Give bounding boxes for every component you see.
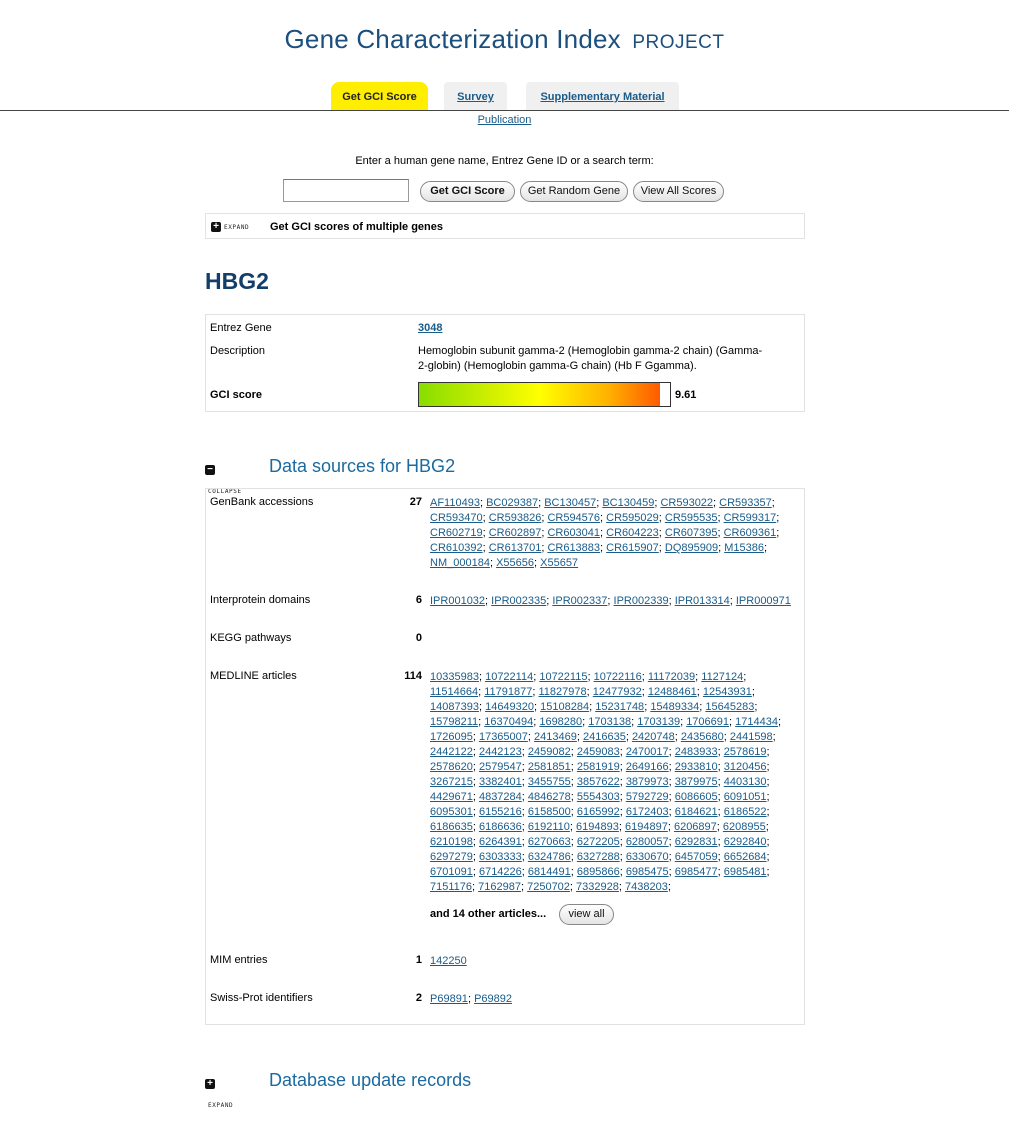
data-source-link[interactable]: IPR002339 bbox=[613, 595, 669, 607]
data-source-link[interactable]: 2649166 bbox=[625, 761, 669, 773]
data-source-link[interactable]: 12488461 bbox=[647, 686, 697, 698]
data-source-link[interactable]: CR615907 bbox=[606, 542, 659, 554]
data-source-count: 6 bbox=[415, 594, 422, 606]
data-source-link[interactable]: BC130457 bbox=[544, 497, 597, 509]
data-source-label: Interprotein domains bbox=[210, 594, 311, 606]
data-source-link[interactable]: M15386 bbox=[724, 542, 764, 554]
data-source-link[interactable]: 14087393 bbox=[430, 701, 479, 713]
data-source-link[interactable]: 15231748 bbox=[595, 701, 645, 713]
multi-gene-panel bbox=[205, 213, 805, 239]
data-source-link[interactable]: 2579547 bbox=[478, 761, 522, 773]
data-source-link[interactable]: CR593022 bbox=[660, 497, 714, 509]
tab-supplementary-material[interactable]: Supplementary Material bbox=[526, 82, 679, 111]
data-source-link[interactable]: P69891 bbox=[430, 993, 468, 1005]
data-source-link[interactable]: 6091051 bbox=[723, 791, 767, 803]
data-source-link[interactable]: 6324786 bbox=[527, 851, 571, 863]
data-source-link[interactable]: X55656 bbox=[496, 557, 534, 569]
description-label: Description bbox=[210, 345, 266, 357]
data-source-link[interactable]: 6186636 bbox=[478, 821, 522, 833]
data-source-count: 0 bbox=[415, 632, 422, 644]
data-source-link[interactable]: 2442123 bbox=[478, 746, 522, 758]
expand-icon: + bbox=[205, 1079, 215, 1089]
data-source-link[interactable]: 3267215 bbox=[430, 776, 473, 788]
data-source-link[interactable]: CR593470 bbox=[430, 512, 483, 524]
data-source-link[interactable]: CR599317 bbox=[723, 512, 777, 524]
data-source-label: MIM entries bbox=[210, 954, 268, 966]
data-source-link[interactable]: 6086605 bbox=[674, 791, 718, 803]
data-source-link[interactable]: 2581851 bbox=[527, 761, 571, 773]
data-source-link[interactable]: CR593826 bbox=[488, 512, 542, 524]
data-source-link[interactable]: 12543931 bbox=[702, 686, 752, 698]
data-source-link[interactable]: 2581919 bbox=[576, 761, 620, 773]
data-source-link[interactable]: 2442122 bbox=[430, 746, 473, 758]
data-source-link[interactable]: 15645283 bbox=[705, 701, 755, 713]
gene-symbol: HBG2 bbox=[205, 268, 269, 294]
data-source-link[interactable]: 7162987 bbox=[478, 881, 521, 893]
data-source-link[interactable]: 2416635 bbox=[582, 731, 626, 743]
site-project-label: PROJECT bbox=[632, 32, 725, 53]
data-source-link[interactable]: 7438203 bbox=[625, 881, 668, 893]
data-source-link[interactable]: 2441598 bbox=[729, 731, 773, 743]
data-source-links bbox=[430, 954, 800, 969]
multi-gene-label[interactable]: Get GCI scores of multiple genes bbox=[270, 221, 443, 233]
data-source-link[interactable]: 6297279 bbox=[430, 851, 473, 863]
data-source-link[interactable]: 6210198 bbox=[430, 836, 473, 848]
data-sources-toggle[interactable]: −COLLAPSE bbox=[205, 459, 242, 501]
data-source-link[interactable]: CR609361 bbox=[723, 527, 777, 539]
data-source-link[interactable]: 1698280 bbox=[539, 716, 583, 728]
data-source-link[interactable]: 10722116 bbox=[593, 671, 642, 683]
data-source-link[interactable]: 2578620 bbox=[430, 761, 473, 773]
data-source-link[interactable]: 2413469 bbox=[534, 731, 577, 743]
data-source-link[interactable]: 1127124 bbox=[701, 671, 744, 683]
data-source-link[interactable]: 7151176 bbox=[430, 881, 473, 893]
data-source-link[interactable]: 6194893 bbox=[576, 821, 619, 833]
data-source-links: AF110493; BC029387; BC130457; BC130459; CR593022; CR593357; CR593470; CR593826; CR594576; CR595029; CR595535; CR599317; CR602719; CR602897; CR603041; CR604223; CR607395; CR609361; CR610392; CR613701; CR613883; CR615907; DQ895909; M15386; NM_000184; X55656; X55657 bbox=[430, 497, 780, 569]
data-source-label: Swiss-Prot identifiers bbox=[210, 992, 313, 1004]
data-source-links: P69891; P69892 bbox=[430, 993, 512, 1005]
collapse-icon: − bbox=[205, 465, 215, 475]
entrez-gene-link[interactable]: 3048 bbox=[418, 322, 443, 334]
data-source-link[interactable]: 6186635 bbox=[430, 821, 473, 833]
gci-score-bar bbox=[418, 382, 671, 407]
more-articles-text: and 14 other articles... bbox=[430, 908, 547, 920]
data-source-link[interactable]: IPR002337 bbox=[552, 595, 608, 607]
data-source-link[interactable]: BC130459 bbox=[602, 497, 655, 509]
data-source-links: 10335983; 10722114; 10722115; 10722116; 11172039; 1127124; 11514664; 11791877; 11827978; 12477932; 12488461; 12543931; 14087393; 14649320; 15108284; 15231748; 15489334; 15645283; 15798211; 16370494; 1698280; 1703138; 1703139; 1706691; 1714434; 1726095; 17365007; 2413469; 2416635; 2420748; 2435680; 2441598; 2442122; 2442123; 2459082; 2459083; 2470017; 2483933; 2578619; 2578620; 2579547; 2581851; 2581919; 2649166; 2933810; 3120456; 3267215; 3382401; 3455755; 3857622; 3879973; 3879975; 4403130; 4429671; 4837284; 4846278; 5554303; 5792729; 6086605; 6091051; 6095301; 6155216; 6158500; 6165992; 6172403; 6184621; 6186522; 6186635; 6186636; 6192110; 6194893; 6194897; 6206897; 6208955; 6210198; 6264391; 6270663; 6272205; 6280057; 6292831; 6292840; 6297279; 6303333; 6324786; 6327288; 6330670; 6457059; 6652684; 6701091; 6714226; 6814491; 6895866; 6985475; 6985477; 6985481; 7151176; 7162987; 7250702; 7332928; 7438203; and 14 other articles... view all bbox=[430, 670, 800, 926]
data-source-link[interactable]: 15108284 bbox=[540, 701, 590, 713]
get-random-gene-button[interactable]: Get Random Gene bbox=[520, 181, 628, 202]
data-source-link[interactable]: 6457059 bbox=[674, 851, 718, 863]
multi-gene-toggle[interactable]: + EXPAND bbox=[211, 221, 249, 233]
data-source-link[interactable]: NM_000184 bbox=[430, 557, 490, 569]
data-source-link[interactable]: 6272205 bbox=[576, 836, 620, 848]
data-source-link[interactable]: CR613701 bbox=[488, 542, 542, 554]
data-source-link[interactable]: 10722115 bbox=[539, 671, 588, 683]
data-source-link[interactable]: 6264391 bbox=[478, 836, 522, 848]
sub-navigation bbox=[0, 114, 1009, 126]
data-source-link[interactable]: 2459083 bbox=[576, 746, 620, 758]
data-source-link[interactable]: 142250 bbox=[430, 955, 467, 967]
data-source-link[interactable]: 16370494 bbox=[484, 716, 534, 728]
data-source-link[interactable]: 6208955 bbox=[722, 821, 766, 833]
data-source-link[interactable]: 6814491 bbox=[527, 866, 571, 878]
data-source-link[interactable]: 2459082 bbox=[527, 746, 571, 758]
data-source-link[interactable]: 17365007 bbox=[478, 731, 528, 743]
data-source-link[interactable]: 1714434 bbox=[735, 716, 778, 728]
data-source-link[interactable]: 3857622 bbox=[576, 776, 620, 788]
gene-info-panel bbox=[205, 314, 805, 412]
data-source-link[interactable]: 6206897 bbox=[673, 821, 717, 833]
data-source-link[interactable]: 6158500 bbox=[527, 806, 571, 818]
data-source-link[interactable]: 6280057 bbox=[625, 836, 669, 848]
data-source-label: KEGG pathways bbox=[210, 632, 292, 644]
data-source-link[interactable]: CR602897 bbox=[488, 527, 542, 539]
data-source-link[interactable]: 6330670 bbox=[625, 851, 669, 863]
data-source-link[interactable]: X55657 bbox=[540, 557, 579, 569]
search-input[interactable] bbox=[283, 179, 409, 202]
data-source-link[interactable]: CR594576 bbox=[547, 512, 601, 524]
data-source-link[interactable]: 6270663 bbox=[527, 836, 571, 848]
data-source-link[interactable]: 6985481 bbox=[723, 866, 767, 878]
data-source-link[interactable]: IPR001032 bbox=[430, 595, 486, 607]
data-source-link[interactable]: P69892 bbox=[474, 993, 512, 1005]
data-source-link[interactable]: IPR002335 bbox=[491, 595, 547, 607]
data-source-link[interactable]: CR604223 bbox=[606, 527, 659, 539]
data-source-link[interactable]: CR610392 bbox=[430, 542, 483, 554]
data-source-label: GenBank accessions bbox=[210, 496, 314, 508]
gci-score-value: 9.61 bbox=[675, 389, 697, 401]
data-source-link[interactable]: CR602719 bbox=[430, 527, 483, 539]
data-source-link[interactable]: 1703138 bbox=[588, 716, 632, 728]
data-source-link[interactable]: 6714226 bbox=[478, 866, 522, 878]
data-source-count: 1 bbox=[415, 954, 422, 966]
data-source-link[interactable]: 3879975 bbox=[674, 776, 718, 788]
data-source-link[interactable]: IPR013314 bbox=[674, 595, 730, 607]
data-source-link[interactable]: 4846278 bbox=[527, 791, 571, 803]
data-source-link[interactable]: 15798211 bbox=[430, 716, 479, 728]
data-source-link[interactable]: 2483933 bbox=[674, 746, 718, 758]
db-updates-title[interactable]: Database update records bbox=[269, 1070, 472, 1090]
data-source-link[interactable]: 10335983 bbox=[430, 671, 479, 683]
data-source-link[interactable]: 6292831 bbox=[674, 836, 718, 848]
data-source-link[interactable]: 15489334 bbox=[650, 701, 700, 713]
get-gci-score-button[interactable]: Get GCI Score bbox=[420, 181, 515, 202]
data-source-link[interactable]: 1703139 bbox=[637, 716, 681, 728]
gci-score-label: GCI score bbox=[210, 389, 262, 401]
data-source-count: 114 bbox=[404, 670, 422, 682]
expand-icon: + bbox=[211, 222, 221, 232]
site-title: Gene Characterization Index bbox=[284, 24, 621, 54]
search-prompt: Enter a human gene name, Entrez Gene ID or a search term: bbox=[355, 155, 654, 167]
data-source-link[interactable]: DQ895909 bbox=[664, 542, 719, 554]
data-source-link[interactable]: 11791877 bbox=[484, 686, 533, 698]
data-source-link[interactable]: CR595535 bbox=[664, 512, 718, 524]
publication-link[interactable]: Publication bbox=[477, 114, 532, 126]
gci-score-fill bbox=[419, 383, 660, 406]
data-source-link[interactable]: IPR000971 bbox=[735, 595, 791, 607]
data-source-link[interactable]: 6327288 bbox=[576, 851, 620, 863]
data-source-link[interactable]: 2470017 bbox=[625, 746, 669, 758]
data-source-count: 27 bbox=[409, 496, 422, 508]
data-source-link[interactable]: CR607395 bbox=[664, 527, 718, 539]
data-source-links: IPR001032; IPR002335; IPR002337; IPR002339; IPR013314; IPR000971 bbox=[430, 595, 791, 607]
data-source-link[interactable]: 6985477 bbox=[674, 866, 718, 878]
data-source-link[interactable]: 1726095 bbox=[430, 731, 473, 743]
view-all-articles-button[interactable]: view all bbox=[559, 904, 614, 925]
data-source-link[interactable]: 5792729 bbox=[625, 791, 669, 803]
data-source-link[interactable]: 6985475 bbox=[625, 866, 669, 878]
data-source-link[interactable]: BC029387 bbox=[486, 497, 539, 509]
data-source-link[interactable]: 6303333 bbox=[478, 851, 522, 863]
data-source-link[interactable]: 4403130 bbox=[723, 776, 767, 788]
entrez-gene-label: Entrez Gene bbox=[210, 322, 272, 334]
data-source-link[interactable]: 6155216 bbox=[478, 806, 522, 818]
data-source-link[interactable]: 3120456 bbox=[723, 761, 767, 773]
data-source-link[interactable]: AF110493 bbox=[430, 497, 480, 509]
data-source-label: MEDLINE articles bbox=[210, 670, 297, 682]
data-source-link[interactable]: 2435680 bbox=[680, 731, 724, 743]
tab-get-gci-score[interactable]: Get GCI Score bbox=[331, 82, 428, 111]
data-source-link[interactable]: 3879973 bbox=[625, 776, 669, 788]
db-updates-toggle[interactable]: +EXPAND bbox=[205, 1073, 233, 1115]
data-source-link[interactable]: 10722114 bbox=[485, 671, 534, 683]
data-source-link[interactable]: 7332928 bbox=[576, 881, 619, 893]
data-source-link[interactable]: 6652684 bbox=[723, 851, 767, 863]
data-source-link[interactable]: 6186522 bbox=[723, 806, 767, 818]
data-source-link[interactable]: CR613883 bbox=[547, 542, 601, 554]
data-source-link[interactable]: 7250702 bbox=[527, 881, 570, 893]
data-source-link[interactable]: 2420748 bbox=[631, 731, 675, 743]
tab-survey[interactable]: Survey bbox=[444, 82, 507, 111]
data-source-link[interactable]: 2933810 bbox=[674, 761, 718, 773]
view-all-scores-button[interactable]: View All Scores bbox=[633, 181, 724, 202]
data-source-link[interactable]: 3382401 bbox=[478, 776, 522, 788]
data-source-link[interactable]: 6095301 bbox=[430, 806, 473, 818]
data-source-link[interactable]: CR603041 bbox=[547, 527, 601, 539]
data-source-link[interactable]: 6292840 bbox=[723, 836, 767, 848]
data-source-link[interactable]: 14649320 bbox=[485, 701, 535, 713]
data-source-link[interactable]: 11827978 bbox=[538, 686, 587, 698]
data-source-count: 2 bbox=[415, 992, 422, 1004]
data-source-link[interactable]: 12477932 bbox=[592, 686, 642, 698]
page-title bbox=[0, 24, 1009, 55]
data-source-link[interactable]: 11172039 bbox=[647, 671, 696, 683]
data-source-link[interactable]: 6192110 bbox=[527, 821, 570, 833]
data-source-link[interactable]: 2578619 bbox=[723, 746, 767, 758]
data-source-link[interactable]: 3455755 bbox=[527, 776, 571, 788]
data-sources-panel bbox=[205, 488, 805, 1025]
tab-bar bbox=[0, 82, 1009, 112]
data-source-link[interactable]: 6895866 bbox=[576, 866, 620, 878]
data-source-link[interactable]: 4837284 bbox=[478, 791, 522, 803]
data-source-link[interactable]: 6701091 bbox=[430, 866, 473, 878]
data-source-link[interactable]: CR595029 bbox=[606, 512, 659, 524]
data-sources-title: Data sources for HBG2 bbox=[269, 456, 456, 476]
data-source-link[interactable]: 1706691 bbox=[686, 716, 730, 728]
data-source-link[interactable]: 6165992 bbox=[576, 806, 620, 818]
data-source-link[interactable]: 6194897 bbox=[625, 821, 668, 833]
description-value: Hemoglobin subunit gamma-2 (Hemoglobin gamma-2 chain) (Gamma-2-globin) (Hemoglobin gamma-G chain) (Hb F Ggamma). bbox=[418, 345, 763, 372]
data-source-link[interactable]: 5554303 bbox=[576, 791, 620, 803]
data-source-link[interactable]: 4429671 bbox=[430, 791, 473, 803]
data-source-link[interactable]: 11514664 bbox=[430, 686, 479, 698]
tab-divider bbox=[0, 110, 1009, 111]
data-source-link[interactable]: 6184621 bbox=[674, 806, 718, 818]
data-source-link[interactable]: CR593357 bbox=[719, 497, 772, 509]
data-source-link[interactable]: 6172403 bbox=[625, 806, 669, 818]
